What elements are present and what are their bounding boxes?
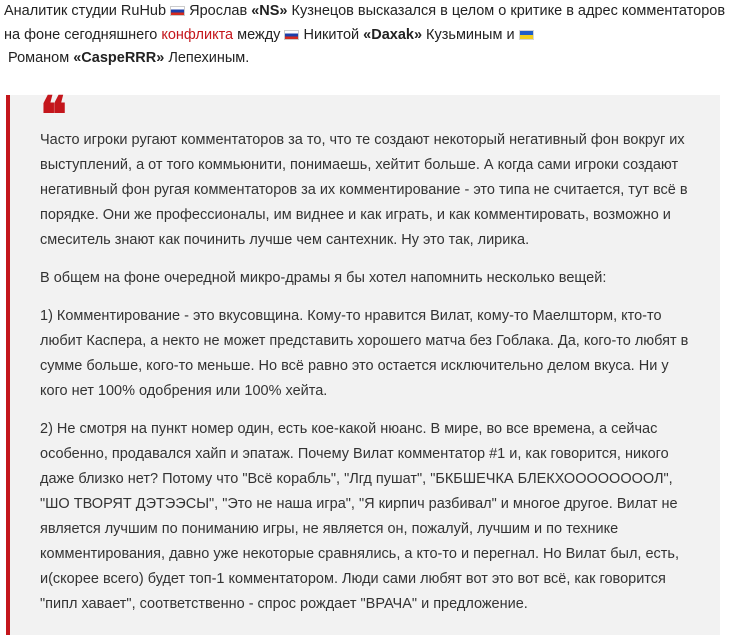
quote-paragraph: 1) Комментирование - это вкусовщина. Кому-то нравится Вилат, кому-то Маелшторм, кто-то любит Каспера, а некто не может представить хорошего матча без Гоблака. Да, кого-то любят в сумме больше, кого-то меньше. Но всё равно это остается исключительно делом вкуса. Ни у кого нет 100% одобрения или 100% хейта. xyxy=(40,308,689,399)
intro-paragraph xyxy=(4,0,732,71)
intro-text: Никитой xyxy=(303,26,364,43)
nickname-casperrr: «CaspeRRR» xyxy=(73,50,165,66)
intro-text: Аналитик студии RuHub xyxy=(4,3,171,19)
nickname-daxak: «Daxak» xyxy=(363,26,423,43)
intro-text: Лепехиным. xyxy=(164,50,250,66)
intro-text: Кузнецов высказался в целом о критике в адрес комментаторов на фоне сегодняшнего xyxy=(4,3,726,43)
quote-paragraph: В общем на фоне очередной микро-драмы я бы хотел напомнить несколько вещей: xyxy=(40,270,607,286)
intro-text: Кузьминым и xyxy=(422,26,519,43)
quote-paragraph: 2) Не смотря на пункт номер один, есть кое-какой нюанс. В мире, во все времена, а сейчас особенно, продавался хайп и эпатаж. Почему Вилат комментатор #1 и, как говорится, никого даже близко нет? Потому что "Всё корабль", "Лгд пушат", "БКБШЕЧКА БЛЕКХООООООООЛ", "ШО ТВОРЯТ ДЭТЭЭСЫ", "Это не наша игра", "Я кирпич разбивал" и многое другое. Вилат не является лучшим по пониманию игры, не является он, пожалуй, лучшим и по технике комментирования, давно уже некоторые сравнялись, а кто-то и перегнал. Но Вилат был, есть, и(скорее всего) будет топ-1 комментатором. Люди сами любят вот это вот всё, как говорится "пипл хавает", соответственно - спрос рождает "ВРАЧА" и предложение. xyxy=(40,421,679,612)
blockquote xyxy=(6,85,720,635)
intro-text: Ярослав xyxy=(189,3,252,19)
intro-text: Романом xyxy=(8,50,74,66)
quote-body xyxy=(40,128,700,630)
quote-paragraph: Часто игроки ругают комментаторов за то, что те создают некоторый негативный фон вокруг их выступлений, а от того коммьюнити, понимаешь, хейтит больше. А когда сами игроки создают негативный фон ругая комментаторов за их комментирование - это типа не считается, тут всё в порядке. Они же профессионалы, им виднее и как играть, и как комментировать, возможно и смеситель знают как починить лучше чем сантехник. Ну это так, лирика. xyxy=(40,132,688,248)
flag-russia-icon xyxy=(284,30,299,40)
quote-mark-icon: ❝ xyxy=(40,85,67,144)
flag-ukraine-icon xyxy=(519,30,534,40)
conflict-link[interactable]: конфликта xyxy=(161,26,234,43)
intro-text: между xyxy=(233,26,285,43)
nickname-ns: «NS» xyxy=(251,3,288,19)
flag-russia-icon xyxy=(170,6,185,16)
